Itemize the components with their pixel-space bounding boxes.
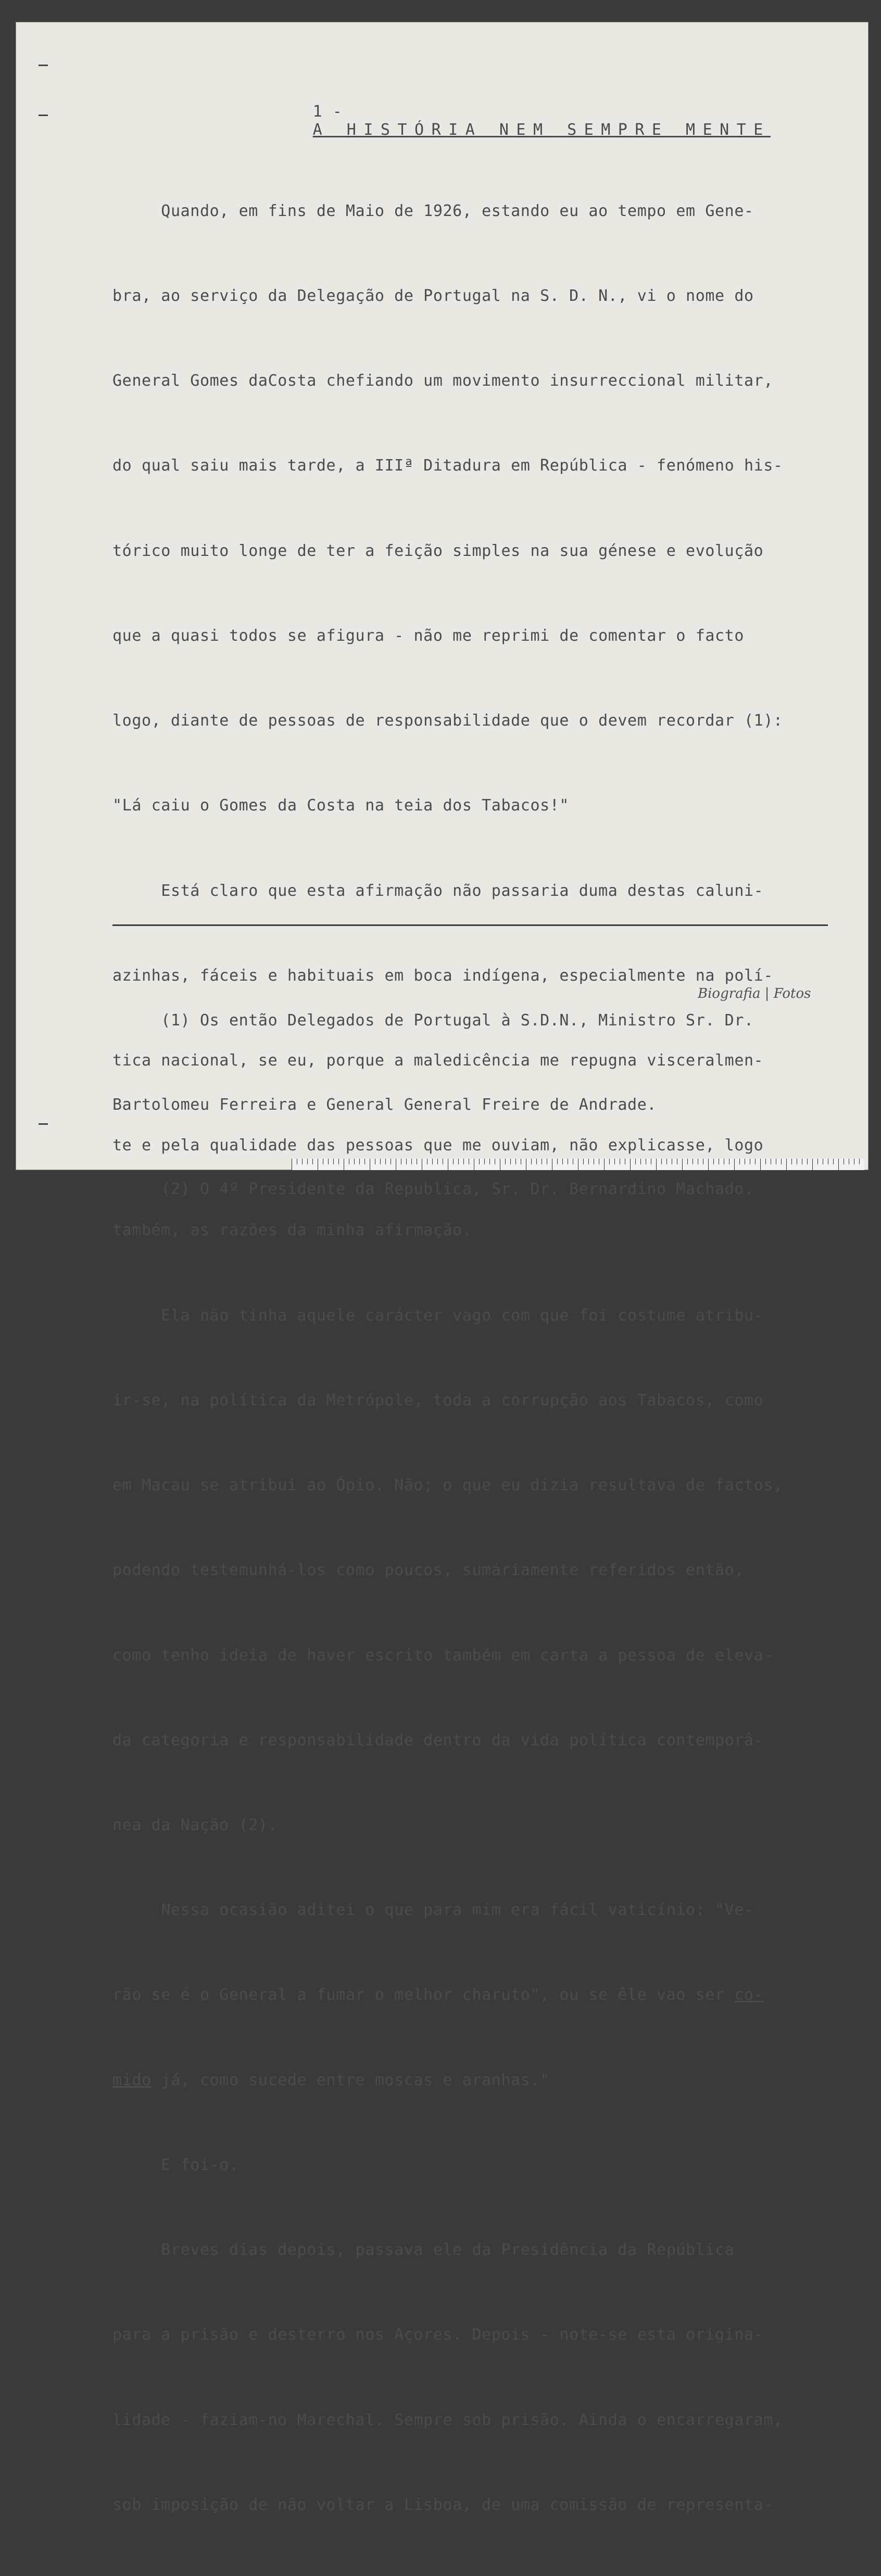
scale-tick	[708, 1159, 709, 1170]
text-line: lidade - faziam-no Marechal. Sempre sob prisão. Ainda o encarregaram,	[112, 2410, 783, 2429]
scale-tick	[588, 1159, 589, 1164]
scale-tick	[713, 1159, 714, 1164]
scale-tick	[786, 1159, 787, 1170]
text-line: ir-se, na política da Metrópole, toda a corrupção aos Tabacos, como	[112, 1391, 764, 1410]
scale-tick	[510, 1159, 511, 1164]
scale-tick	[791, 1159, 792, 1164]
text-line: Ela não tinha aquele carácter vago com que foi costume atribu-	[112, 1306, 764, 1325]
scale-tick	[739, 1159, 740, 1164]
scale-tick	[817, 1159, 818, 1164]
scale-tick	[807, 1159, 808, 1164]
scale-tick	[630, 1159, 631, 1170]
scale-tick	[312, 1159, 313, 1164]
scale-tick	[328, 1159, 329, 1164]
scale-tick	[536, 1159, 537, 1164]
scale-tick	[781, 1159, 782, 1164]
text-line: em Macau se atribui ao Ópio. Não; o que eu dizia resultava de factos,	[112, 1476, 783, 1495]
scale-tick	[479, 1159, 480, 1164]
measurement-scale	[292, 1159, 864, 1170]
scale-tick	[385, 1159, 386, 1164]
text-line: da categoria e responsabilidade dentro da vida política contemporâ-	[112, 1731, 764, 1749]
scale-tick	[302, 1159, 303, 1164]
scale-tick	[354, 1159, 355, 1164]
text-line: tica nacional, se eu, porque a maledicência me repugna visceralmen-	[112, 1051, 764, 1070]
footnote-line: (1) Os então Delegados de Portugal à S.D.N., Ministro Sr. Dr.	[112, 1011, 754, 1030]
scale-tick	[656, 1159, 657, 1170]
scale-tick	[635, 1159, 636, 1164]
body-text	[112, 141, 783, 2576]
scale-tick	[505, 1159, 506, 1164]
handwritten-note: Biografia | Fotos	[698, 986, 811, 1001]
footnote-line: Bartolomeu Ferreira e General General Freire de Andrade.	[112, 1096, 657, 1114]
scale-tick	[682, 1159, 683, 1170]
text-line: para a prisão e desterro nos Açores. Depois - note-se esta origina-	[112, 2326, 764, 2344]
scale-tick	[338, 1159, 339, 1164]
text-line: Quando, em fins de Maio de 1926, estando eu ao tempo em Gene-	[112, 201, 754, 220]
text-line	[112, 1981, 783, 2009]
scale-tick	[432, 1159, 433, 1164]
scale-tick	[583, 1159, 584, 1164]
text-line: Nessa ocasião aditei o que para mim era fácil vaticínio: "Ve-	[112, 1901, 754, 1920]
text-line: Está claro que esta afirmação não passaria duma destas caluni-	[112, 881, 764, 900]
typed-page	[16, 22, 869, 2514]
scale-tick	[463, 1159, 464, 1164]
heading-text: A HISTÓRIA NEM SEMPRE MENTE	[312, 121, 771, 139]
scale-tick	[765, 1159, 766, 1164]
text-fragment: rão se é o General a fumar o melhor charuto", ou se êle vao ser	[112, 1986, 735, 2004]
scale-tick	[833, 1159, 834, 1164]
scale-tick	[489, 1159, 490, 1164]
scale-tick	[812, 1159, 813, 1170]
text-line	[112, 2066, 783, 2095]
scale-tick	[406, 1159, 407, 1164]
scale-tick	[687, 1159, 688, 1164]
margin-mark	[39, 1123, 48, 1125]
scale-tick	[614, 1159, 615, 1164]
scale-tick	[609, 1159, 610, 1164]
scale-tick	[661, 1159, 662, 1164]
footnote-line: (2) O 4º Presidente da Republica, Sr. Dr. Bernardino Machado.	[112, 1180, 754, 1198]
scale-tick	[640, 1159, 641, 1164]
scale-tick	[531, 1159, 532, 1164]
scale-tick	[307, 1159, 308, 1164]
scale-tick	[411, 1159, 412, 1164]
footnotes	[112, 950, 754, 1260]
text-line: "Lá caiu o Gomes da Costa na teia dos Tabacos!"	[112, 796, 570, 815]
text-line: bra, ao serviço da Delegação de Portugal na S. D. N., vi o nome do	[112, 287, 754, 306]
text-line: Breves dias depois, passava ele da Presidência da República	[112, 2241, 735, 2260]
underlined-word: mido	[112, 2071, 152, 2089]
scale-tick	[666, 1159, 667, 1164]
margin-mark	[39, 65, 48, 66]
heading-number: 1 -	[312, 103, 343, 121]
text-line: também, as razões da minha afirmação.	[112, 1221, 472, 1240]
scale-tick	[458, 1159, 459, 1164]
scale-tick	[755, 1159, 756, 1164]
scale-tick	[437, 1159, 438, 1164]
scale-tick	[380, 1159, 381, 1164]
text-line: que a quasi todos se afigura - não me reprimi de comentar o facto	[112, 626, 744, 645]
scale-tick	[484, 1159, 485, 1164]
text-line: nea da Nação (2).	[112, 1816, 278, 1834]
scale-tick	[838, 1159, 839, 1170]
text-line: azinhas, fáceis e habituais em boca indígena, especialmente na polí-	[112, 966, 773, 985]
margin-mark	[39, 115, 48, 116]
scale-tick	[604, 1159, 605, 1170]
text-line: podendo testemunhá-los como poucos, sumáriamente referidos então,	[112, 1561, 744, 1580]
scale-tick	[562, 1159, 563, 1164]
text-line: te e pela qualidade das pessoas que me ouviam, não explicasse, logo	[112, 1136, 764, 1155]
scale-tick	[359, 1159, 360, 1164]
text-fragment: já, como sucede entre moscas e aranhas."	[151, 2071, 550, 2089]
scale-tick	[734, 1159, 735, 1170]
text-line: como tenho ideia de haver escrito também em carta a pessoa de eleva-	[112, 1646, 773, 1665]
footnote-divider	[112, 924, 828, 926]
scale-tick	[515, 1159, 516, 1164]
scale-tick	[859, 1159, 860, 1164]
scale-tick	[557, 1159, 558, 1164]
text-line: General Gomes daCosta chefiando um movimento insurreccional militar,	[112, 372, 773, 390]
scale-tick	[760, 1159, 761, 1170]
underlined-word: co-	[734, 1986, 764, 2004]
scale-tick	[453, 1159, 454, 1164]
text-line: tórico muito longe de ter a feição simples na sua génese e evolução	[112, 541, 764, 560]
text-line: E foi-o.	[112, 2155, 239, 2174]
text-line: logo, diante de pessoas de responsabilidade que o devem recordar (1):	[112, 712, 783, 730]
scale-tick	[333, 1159, 334, 1164]
text-line: do qual saiu mais tarde, a IIIª Ditadura em República - fenómeno his-	[112, 456, 783, 475]
text-line: sob imposição de não voltar a Lisboa, de uma comissão de representa-	[112, 2495, 773, 2514]
scale-tick	[364, 1159, 365, 1164]
